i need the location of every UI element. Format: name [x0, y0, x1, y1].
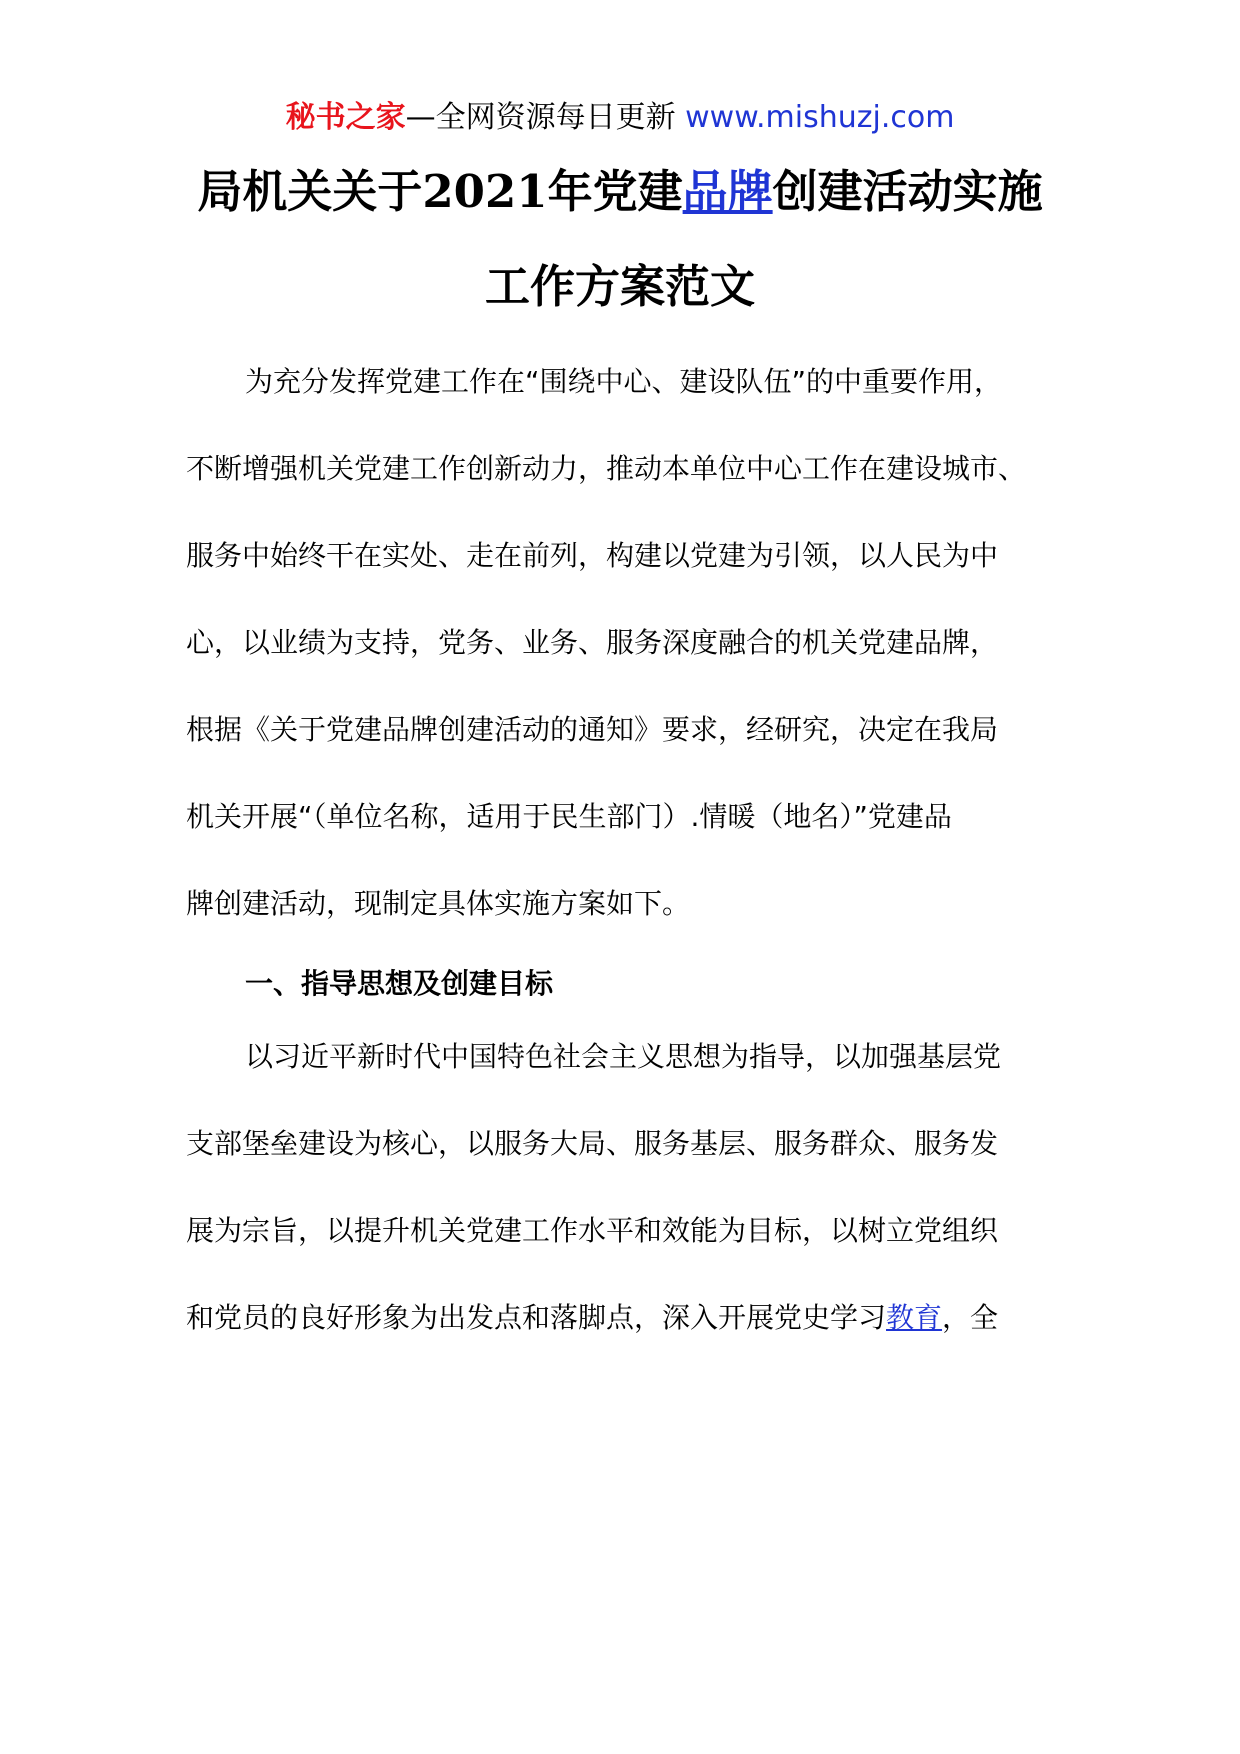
document-title-line-1: [0, 162, 1240, 222]
title-keyword-link[interactable]: 品牌: [682, 165, 773, 218]
paragraph-text: 和党员的良好形象为出发点和落脚点，深入开展党史学习: [186, 1301, 887, 1334]
site-header: [0, 98, 1240, 138]
document-title-line-2: 工作方案范文: [484, 260, 755, 313]
paragraph-line: 根据《关于党建品牌创建活动的通知》要求，经研究，决定在我局: [186, 713, 999, 746]
title-text: 局机关关于2021年党建: [197, 165, 683, 218]
title-text: 创建活动实施: [772, 165, 1043, 218]
paragraph-line: 以习近平新时代中国特色社会主义思想为指导，以加强基层党: [245, 1040, 1002, 1073]
paragraph-line: 不断增强机关党建工作创新动力，推动本单位中心工作在建设城市、: [186, 452, 1027, 485]
paragraph-line: [186, 1298, 1086, 1338]
paragraph-text: ，全: [942, 1301, 999, 1334]
site-slogan: —全网资源每日更新: [405, 100, 686, 135]
paragraph-line: 为充分发挥党建工作在“围绕中心、建设队伍”的中重要作用，: [245, 365, 1003, 398]
education-link[interactable]: 教育: [886, 1301, 943, 1334]
site-brand: 秘书之家: [285, 100, 406, 135]
paragraph-line: 展为宗旨，以提升机关党建工作水平和效能为目标，以树立党组织: [186, 1214, 999, 1247]
paragraph-line: 牌创建活动，现制定具体实施方案如下。: [186, 887, 691, 920]
paragraph-line: 支部堡垒建设为核心，以服务大局、服务基层、服务群众、服务发: [186, 1127, 999, 1160]
section-heading: 一、指导思想及创建目标: [245, 967, 554, 1000]
paragraph-line: 心，以业绩为支持，党务、业务、服务深度融合的机关党建品牌，: [186, 626, 999, 659]
paragraph-line: 服务中始终干在实处、走在前列，构建以党建为引领，以人民为中: [186, 539, 999, 572]
paragraph-line: 机关开展“（单位名称，适用于民生部门）.情暖（地名）”党建品: [186, 800, 952, 833]
site-url-link[interactable]: www.mishuzj.com: [685, 100, 955, 135]
